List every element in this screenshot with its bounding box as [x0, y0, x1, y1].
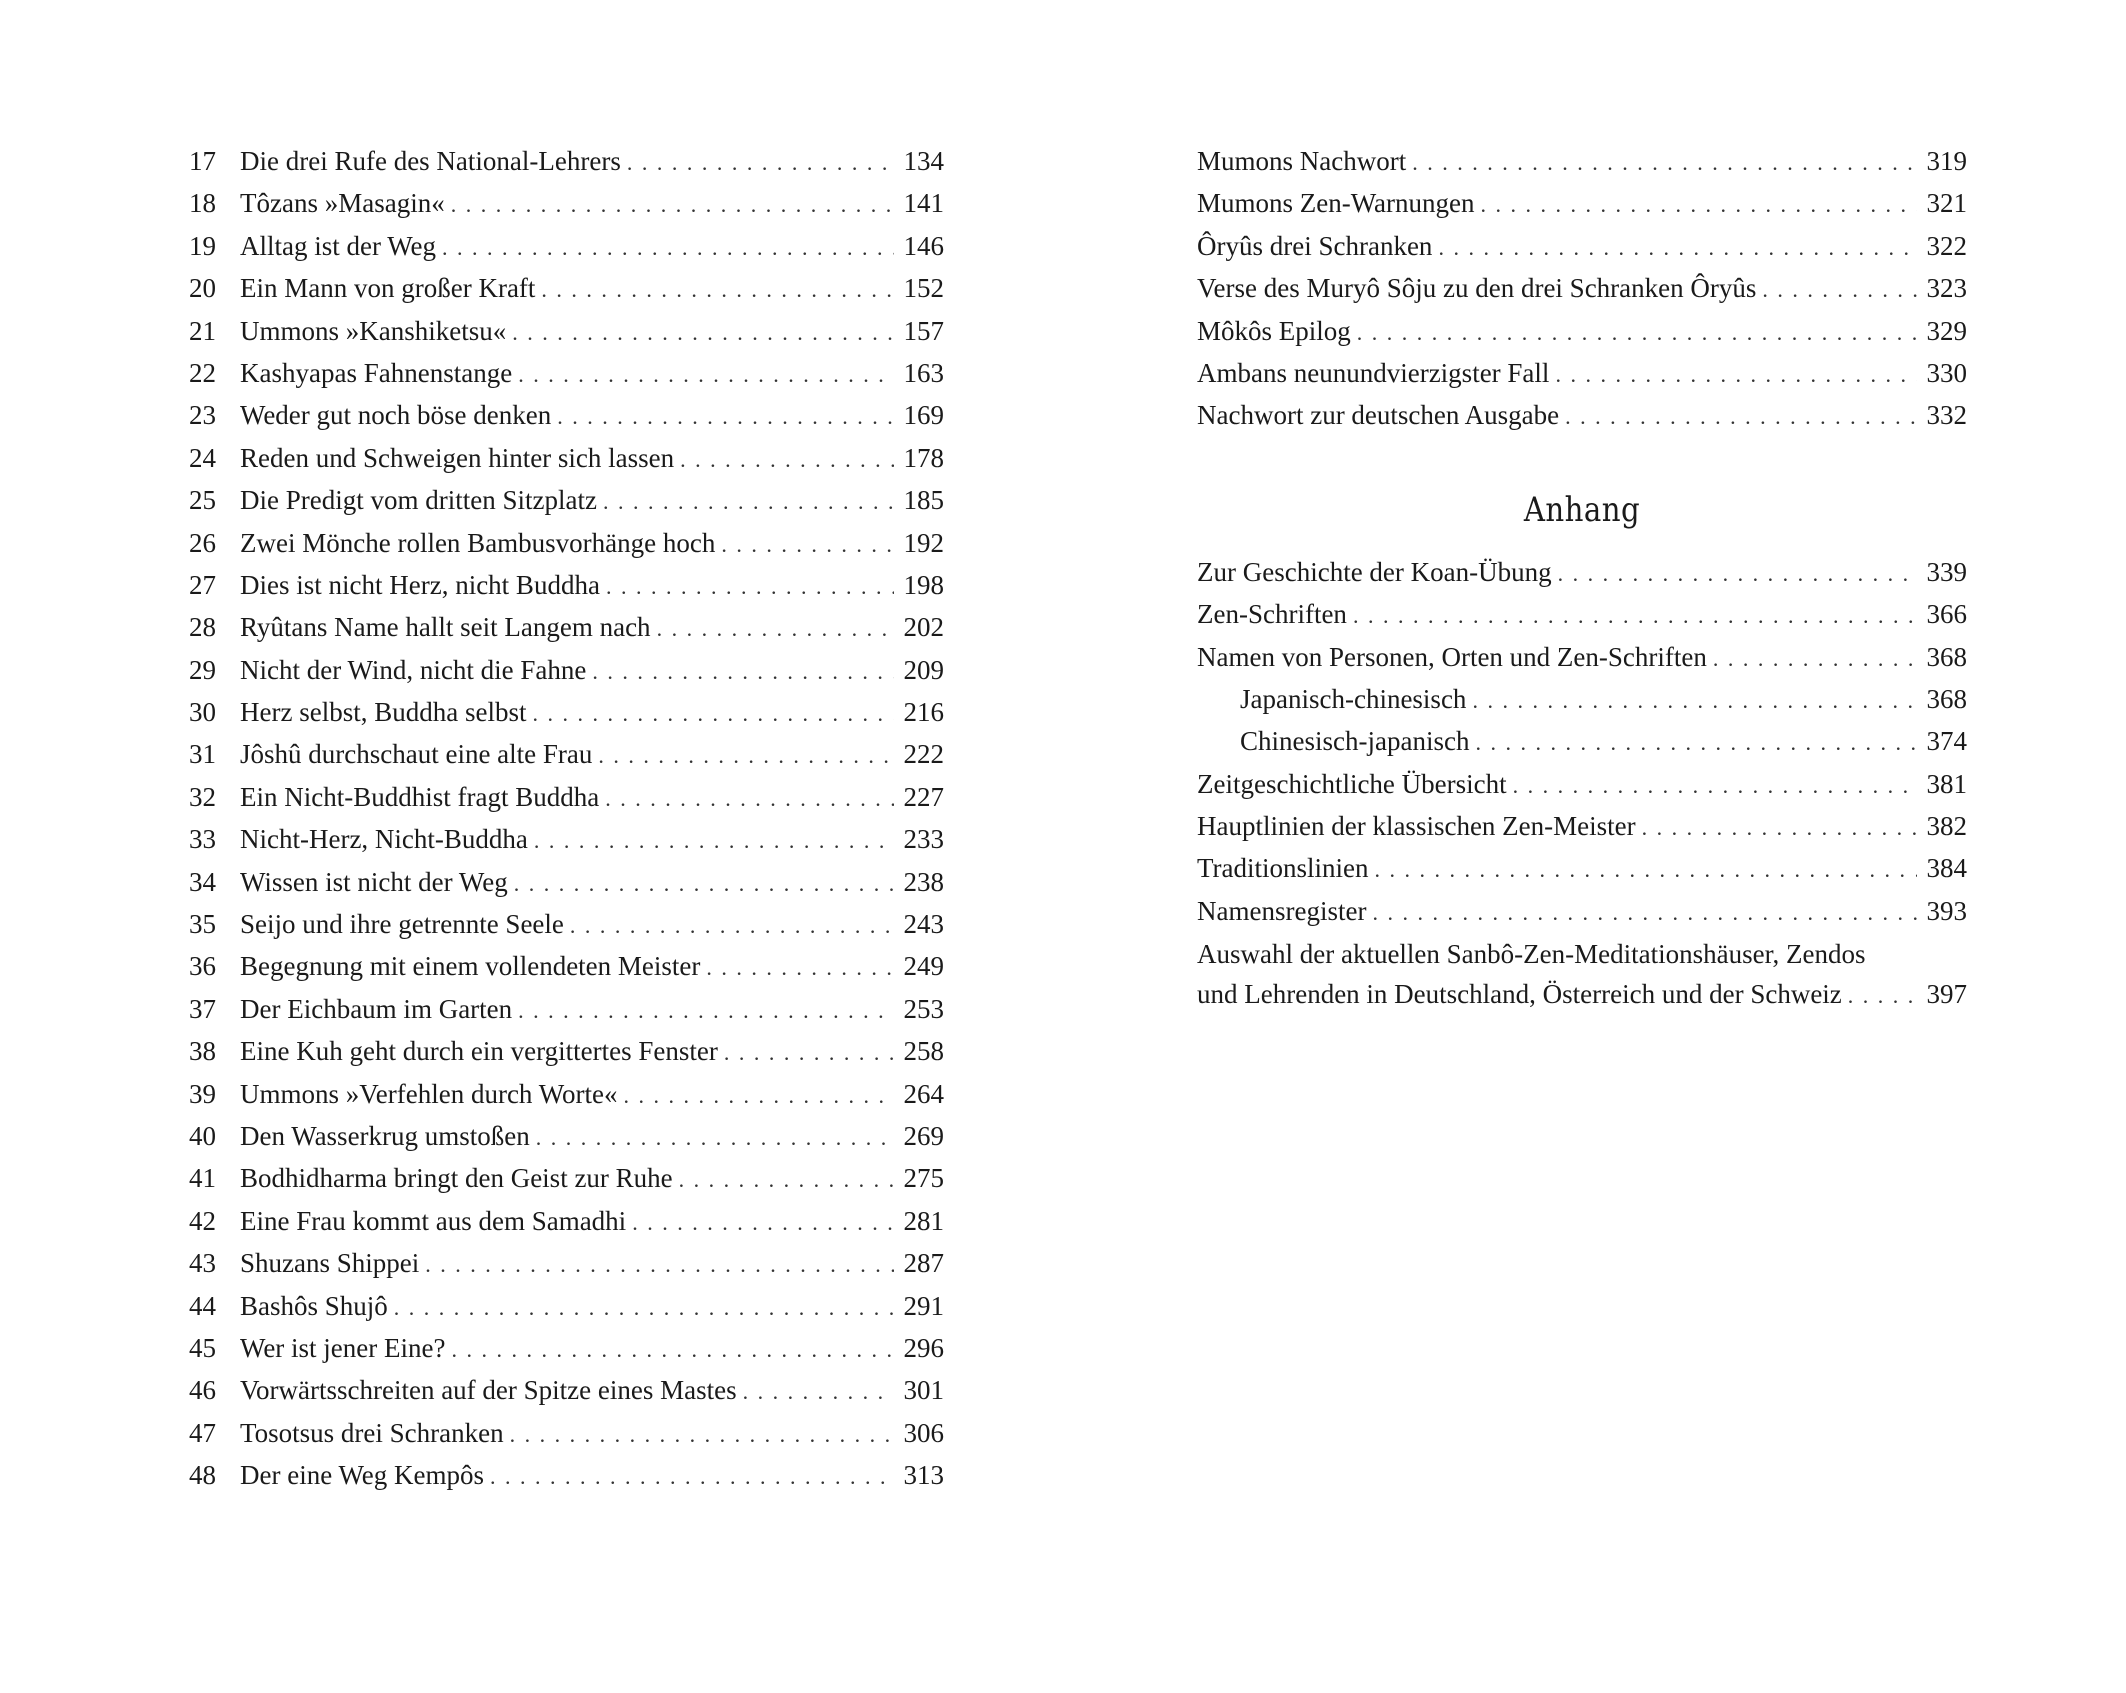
toc-entry: [1197, 593, 1967, 635]
chapter-number: 31: [189, 739, 216, 770]
chapter-number: 22: [189, 357, 216, 388]
page-number: 134: [903, 146, 944, 176]
toc-entry: [172, 1285, 944, 1327]
page-number: 330: [1926, 357, 1967, 388]
entry-title: Ambans neunundvierzigster Fall: [1197, 357, 1550, 388]
toc-right-column: [1197, 140, 1967, 1016]
dot-leader: [1372, 892, 1917, 934]
dot-leader: [706, 947, 894, 989]
entry-title: Eine Frau kommt aus dem Samadhi: [240, 1205, 627, 1236]
chapter-number: 18: [189, 188, 216, 219]
chapter-number: 43: [189, 1248, 216, 1279]
page-number: 169: [903, 400, 944, 431]
chapter-number: 37: [189, 993, 216, 1024]
chapter-number: 17: [189, 146, 216, 176]
entry-title: Zen-Schriften: [1197, 599, 1347, 630]
entry-title: Ummons »Kanshiketsu«: [240, 315, 507, 346]
toc-left-column: [172, 140, 944, 1497]
chapter-number: 45: [189, 1332, 216, 1363]
page-number: 157: [903, 315, 944, 346]
dot-leader: [632, 1202, 894, 1244]
dot-leader: [1848, 976, 1917, 1016]
page-number: 313: [903, 1460, 944, 1491]
chapter-number: 23: [189, 400, 216, 431]
chapter-number: 46: [189, 1375, 216, 1406]
page-number: 269: [903, 1120, 944, 1151]
epilogue-list: [1197, 140, 1967, 437]
entry-title: Mumons Zen-Warnungen: [1197, 188, 1475, 219]
toc-entry: [1197, 267, 1967, 309]
entry-title: Zur Geschichte der Koan-Übung: [1197, 556, 1552, 587]
page-number: 382: [1926, 811, 1967, 842]
chapter-number: 40: [189, 1120, 216, 1151]
toc-entry: [172, 1030, 944, 1072]
toc-entry: [1197, 310, 1967, 352]
page-number: 275: [903, 1163, 944, 1194]
toc-entry: [1197, 805, 1967, 847]
page-number: 368: [1926, 683, 1967, 714]
toc-entry: [172, 733, 944, 775]
page-number: 322: [1926, 230, 1967, 261]
entry-title: Ein Mann von großer Kraft: [240, 273, 536, 304]
dot-leader: [518, 990, 894, 1032]
dot-leader: [1481, 184, 1917, 226]
appendix-list: [1197, 551, 1967, 933]
chapter-number: 25: [189, 485, 216, 516]
toc-entry: [1197, 720, 1967, 762]
page-number: 329: [1926, 315, 1967, 346]
entry-title: Dies ist nicht Herz, nicht Buddha: [240, 569, 600, 600]
dot-leader: [1353, 595, 1917, 637]
entry-title: Seijo und ihre getrennte Seele: [240, 909, 564, 940]
chapter-number: 44: [189, 1290, 216, 1321]
dot-leader: [721, 524, 894, 566]
dot-leader: [598, 735, 894, 777]
page-number: 301: [903, 1375, 944, 1406]
page-number: 381: [1926, 768, 1967, 799]
chapter-number: 48: [189, 1460, 216, 1491]
page-number: 291: [903, 1290, 944, 1321]
entry-title: Ein Nicht-Buddhist fragt Buddha: [240, 781, 600, 812]
dot-leader: [514, 863, 894, 905]
chapter-number: 38: [189, 1036, 216, 1067]
dot-leader: [442, 227, 894, 269]
toc-entry: [1197, 847, 1967, 889]
dot-leader: [512, 312, 894, 354]
toc-entry: [172, 1454, 944, 1496]
page-number: 397: [1926, 979, 1967, 1010]
toc-entry: [1197, 636, 1967, 678]
toc-entry: [1197, 182, 1967, 224]
toc-entry: [172, 649, 944, 691]
dot-leader: [603, 481, 894, 523]
chapter-number: 41: [189, 1163, 216, 1194]
toc-entry: [172, 1200, 944, 1242]
dot-leader: [679, 1159, 894, 1201]
dot-leader: [1565, 396, 1917, 438]
dot-leader: [724, 1032, 894, 1074]
toc-entry: [172, 903, 944, 945]
entry-title: Der eine Weg Kempôs: [240, 1460, 485, 1491]
toc-entry: [172, 310, 944, 352]
entry-title: Kashyapas Fahnenstange: [240, 357, 513, 388]
entry-title: Hauptlinien der klassischen Zen-Meister: [1197, 811, 1636, 842]
page-number: 319: [1926, 146, 1967, 176]
toc-entry: [172, 1412, 944, 1454]
chapter-number: 20: [189, 273, 216, 304]
toc-entry: [172, 945, 944, 987]
chapter-number: 35: [189, 909, 216, 940]
entry-title: Tôzans »Masagin«: [240, 188, 445, 219]
toc-entry: [172, 437, 944, 479]
dot-leader: [451, 184, 894, 226]
entry-title: Shuzans Shippei: [240, 1248, 420, 1279]
toc-entry: [172, 1369, 944, 1411]
chapter-number: 26: [189, 527, 216, 558]
entry-title: Herz selbst, Buddha selbst: [240, 697, 527, 728]
chapter-number: 28: [189, 612, 216, 643]
entry-title: Japanisch-chinesisch: [1240, 683, 1467, 714]
toc-entry: [1197, 225, 1967, 267]
page-number: 306: [903, 1417, 944, 1448]
toc-entry: [172, 140, 944, 182]
dot-leader: [627, 142, 894, 184]
toc-entry: [172, 182, 944, 224]
toc-entry: [1197, 394, 1967, 436]
page-number: 222: [903, 739, 944, 770]
toc-entry: [172, 1242, 944, 1284]
chapter-number: 47: [189, 1417, 216, 1448]
chapter-number: 33: [189, 824, 216, 855]
toc-entry: [172, 225, 944, 267]
toc-entry: [1197, 352, 1967, 394]
toc-entry-wrapped: [1197, 934, 1967, 1016]
page-number: 216: [903, 697, 944, 728]
dot-leader: [557, 396, 894, 438]
dot-leader: [1513, 765, 1917, 807]
toc-entry: [1197, 890, 1967, 932]
page-number: 368: [1926, 641, 1967, 672]
entry-title: Wer ist jener Eine?: [240, 1332, 446, 1363]
entry-title: Ryûtans Name hallt seit Langem nach: [240, 612, 651, 643]
page-number: 264: [903, 1078, 944, 1109]
dot-leader: [510, 1414, 894, 1456]
dot-leader: [1375, 849, 1917, 891]
entry-title: Verse des Muryô Sôju zu den drei Schranken Ôryûs: [1197, 273, 1757, 304]
dot-leader: [490, 1456, 894, 1498]
toc-entry: [172, 522, 944, 564]
entry-title-line1: Auswahl der aktuellen Sanbô-Zen-Meditationshäuser, Zendos: [1197, 939, 1866, 970]
page-number: 178: [903, 442, 944, 473]
chapter-number: 36: [189, 951, 216, 982]
page-number: 366: [1926, 599, 1967, 630]
entry-title: Môkôs Epilog: [1197, 315, 1351, 346]
page-number: 384: [1926, 853, 1967, 884]
toc-entry: [172, 1115, 944, 1157]
entry-title: Zwei Mönche rollen Bambusvorhänge hoch: [240, 527, 716, 558]
dot-leader: [624, 1075, 895, 1117]
page-number: 209: [903, 654, 944, 685]
toc-entry: [1197, 551, 1967, 593]
entry-title: Die drei Rufe des National-Lehrers: [240, 146, 621, 176]
entry-title: Jôshû durchschaut eine alte Frau: [240, 739, 593, 770]
toc-entry: [172, 776, 944, 818]
page-number: 243: [903, 909, 944, 940]
chapter-number: 42: [189, 1205, 216, 1236]
entry-title: Namen von Personen, Orten und Zen-Schriften: [1197, 641, 1707, 672]
chapter-number: 24: [189, 442, 216, 473]
page-number: 198: [903, 569, 944, 600]
dot-leader: [425, 1244, 894, 1286]
dot-leader: [394, 1287, 894, 1329]
page-number: 332: [1926, 400, 1967, 431]
page-number: 146: [903, 230, 944, 261]
dot-leader: [1555, 354, 1917, 396]
page-number: 321: [1926, 188, 1967, 219]
chapter-number: 27: [189, 569, 216, 600]
chapter-number: 39: [189, 1078, 216, 1109]
toc-entry: [172, 691, 944, 733]
dot-leader: [570, 905, 894, 947]
chapter-number: 19: [189, 230, 216, 261]
dot-leader: [657, 608, 894, 650]
appendix-heading: Anhang: [1523, 489, 1641, 530]
dot-leader: [680, 439, 894, 481]
dot-leader: [532, 693, 894, 735]
entry-title: Den Wasserkrug umstoßen: [240, 1120, 530, 1151]
page-number: 281: [903, 1205, 944, 1236]
toc-entry: [172, 606, 944, 648]
dot-leader: [743, 1371, 894, 1413]
entry-title: Bashôs Shujô: [240, 1290, 388, 1321]
entry-title: Weder gut noch böse denken: [240, 400, 552, 431]
page-number: 296: [903, 1332, 944, 1363]
entry-title: Ôryûs drei Schranken: [1197, 230, 1433, 261]
dot-leader: [534, 820, 894, 862]
dot-leader: [1412, 142, 1917, 184]
toc-entry: [172, 564, 944, 606]
dot-leader: [606, 566, 894, 608]
entry-title: Reden und Schweigen hinter sich lassen: [240, 442, 675, 473]
page-number: 287: [903, 1248, 944, 1279]
page-number: 227: [903, 781, 944, 812]
entry-title: Traditionslinien: [1197, 853, 1369, 884]
entry-title: Namensregister: [1197, 895, 1367, 926]
toc-entry: [172, 861, 944, 903]
toc-entry: [172, 267, 944, 309]
chapter-number: 34: [189, 866, 216, 897]
entry-title: Eine Kuh geht durch ein vergittertes Fenster: [240, 1036, 718, 1067]
entry-title: Alltag ist der Weg: [240, 230, 437, 261]
toc-entry: [172, 479, 944, 521]
toc-entry: [172, 394, 944, 436]
entry-title: Die Predigt vom dritten Sitzplatz: [240, 485, 597, 516]
page-number: 141: [903, 188, 944, 219]
entry-title: Vorwärtsschreiten auf der Spitze eines Mastes: [240, 1375, 737, 1406]
page-number: 238: [903, 866, 944, 897]
entry-title: Nachwort zur deutschen Ausgabe: [1197, 400, 1560, 431]
toc-entry: [172, 352, 944, 394]
entry-title: Chinesisch-japanisch: [1240, 726, 1470, 757]
toc-entry: [172, 1073, 944, 1115]
dot-leader: [541, 269, 894, 311]
page-number: 258: [903, 1036, 944, 1067]
entry-title: Der Eichbaum im Garten: [240, 993, 513, 1024]
toc-entry: [172, 988, 944, 1030]
entry-title: Wissen ist nicht der Weg: [240, 866, 508, 897]
chapter-number: 30: [189, 697, 216, 728]
entry-title: Zeitgeschichtliche Übersicht: [1197, 768, 1507, 799]
entry-title: Nicht-Herz, Nicht-Buddha: [240, 824, 528, 855]
page-number: 233: [903, 824, 944, 855]
dot-leader: [1762, 269, 1917, 311]
chapter-number: 29: [189, 654, 216, 685]
dot-leader: [1642, 807, 1917, 849]
page-number: 152: [903, 273, 944, 304]
page-number: 163: [903, 357, 944, 388]
toc-entry: [172, 1157, 944, 1199]
dot-leader: [1713, 638, 1917, 680]
dot-leader: [1357, 312, 1917, 354]
dot-leader: [1558, 553, 1917, 595]
toc-entry: [1197, 678, 1967, 720]
entry-title: Bodhidharma bringt den Geist zur Ruhe: [240, 1163, 673, 1194]
chapter-number: 32: [189, 781, 216, 812]
chapter-number: 21: [189, 315, 216, 346]
page-number: 249: [903, 951, 944, 982]
page-number: 253: [903, 993, 944, 1024]
dot-leader: [592, 651, 894, 693]
page-number: 192: [903, 527, 944, 558]
dot-leader: [536, 1117, 894, 1159]
page-number: 185: [903, 485, 944, 516]
dot-leader: [1438, 227, 1917, 269]
page-number: 202: [903, 612, 944, 643]
entry-title: Ummons »Verfehlen durch Worte«: [240, 1078, 618, 1109]
page-number: 393: [1926, 895, 1967, 926]
page-number: 323: [1926, 273, 1967, 304]
dot-leader: [451, 1329, 894, 1371]
dot-leader: [1475, 722, 1917, 764]
toc-entry: [1197, 763, 1967, 805]
entry-title: Mumons Nachwort: [1197, 146, 1407, 176]
toc-entry: [172, 1327, 944, 1369]
entry-title: Tosotsus drei Schranken: [240, 1417, 504, 1448]
dot-leader: [1472, 680, 1917, 722]
dot-leader: [518, 354, 894, 396]
toc-entry: [172, 818, 944, 860]
page-number: 339: [1926, 556, 1967, 587]
entry-title: Begegnung mit einem vollendeten Meister: [240, 951, 701, 982]
entry-title: Nicht der Wind, nicht die Fahne: [240, 654, 587, 685]
page-number: 374: [1926, 726, 1967, 757]
dot-leader: [605, 778, 894, 820]
entry-title-line2: und Lehrenden in Deutschland, Österreich und der Schweiz: [1197, 979, 1842, 1010]
toc-entry: [1197, 140, 1967, 182]
